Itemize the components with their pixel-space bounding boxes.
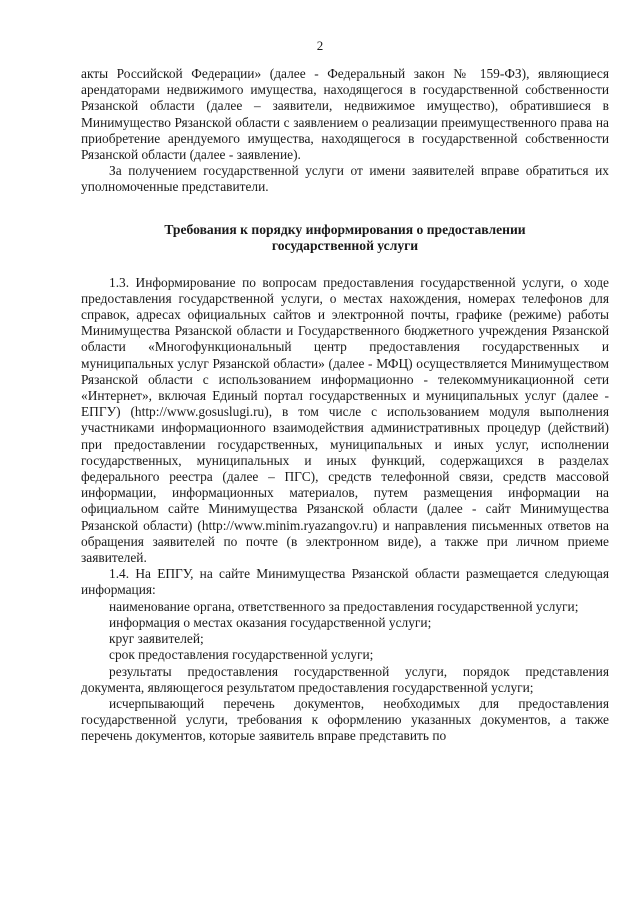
list-item-authority-name: наименование органа, ответственного за предоставления государственной услуги; (109, 598, 579, 614)
document-body (81, 66, 609, 745)
paragraph-1-3: 1.3. Информирование по вопросам предоставления государственной услуги, о ходе предоставления государственной услуги, о местах нахождения, номерах телефонов для справок, адресах официальных сайтов и электронной почты, графике (режиме) работы Минимущества Рязанской области и Государственного бюджетного учреждения Рязанской области «Многофункциональный центр предоставления государственных и муниципальных услуг Рязанской области» (далее - МФЦ) осуществляется Минимуществом Рязанской области с использованием информационно - телекоммуникационной сети «Интернет», включая Единый портал государственных и муниципальных услуг (далее - ЕПГУ) (http://www.gosuslugi.ru), в том числе с использованием модуля выполнения участниками информационного взаимодействия административных процедур (действий) при предоставлении государственных, муниципальных и иных услуг, исполнении государственных, муниципальных и иных функций, содержащихся в разделах федерального реестра (далее – ПГС), средств телефонной связи, средств массовой информации, информационных материалов, путем размещения информации на официальном сайте Минимущества Рязанской области (далее - сайт Минимущества Рязанской области) (http://www.minim.ryazangov.ru) и направления письменных ответов на обращения заявителей по почте (в электронном виде), а также при личном приеме заявителей. (81, 274, 609, 566)
list-item-service-term: срок предоставления государственной услуги; (109, 647, 374, 663)
section-heading-line2: государственной услуги (271, 238, 419, 254)
list-item-service-results: результаты предоставления государственной услуги, порядок представления документа, являющегося результатом предоставления государственной услуги; (81, 663, 609, 695)
paragraph-representatives: За получением государственной услуги от имени заявителей вправе обратиться их уполномоченные представители. (81, 163, 609, 195)
list-item-applicants: круг заявителей; (109, 631, 204, 647)
page-number: 2 (316, 38, 324, 53)
list-item-service-locations: информация о местах оказания государственной услуги; (109, 614, 432, 630)
list-item-documents-list: исчерпывающий перечень документов, необходимых для предоставления государственной услуги, требования к оформлению указанных документов, а также перечень документов, которые заявитель вправе представить по (81, 695, 609, 744)
paragraph-continuation: акты Российской Федерации» (далее - Федеральный закон № 159-ФЗ), являющиеся арендаторами недвижимого имущества, находящегося в государственной собственности Рязанской области (далее – заявители, недвижимое имущество), обратившиеся в Минимущество Рязанской области с заявлением о реализации преимущественного права на приобретение арендуемого имущества, находящегося в государственной собственности Рязанской области (далее - заявление). (81, 66, 609, 163)
section-heading-line1: Требования к порядку информирования о предоставлении (164, 221, 526, 237)
paragraph-1-4: 1.4. На ЕПГУ, на сайте Минимущества Рязанской области размещается следующая информация: (81, 566, 609, 598)
